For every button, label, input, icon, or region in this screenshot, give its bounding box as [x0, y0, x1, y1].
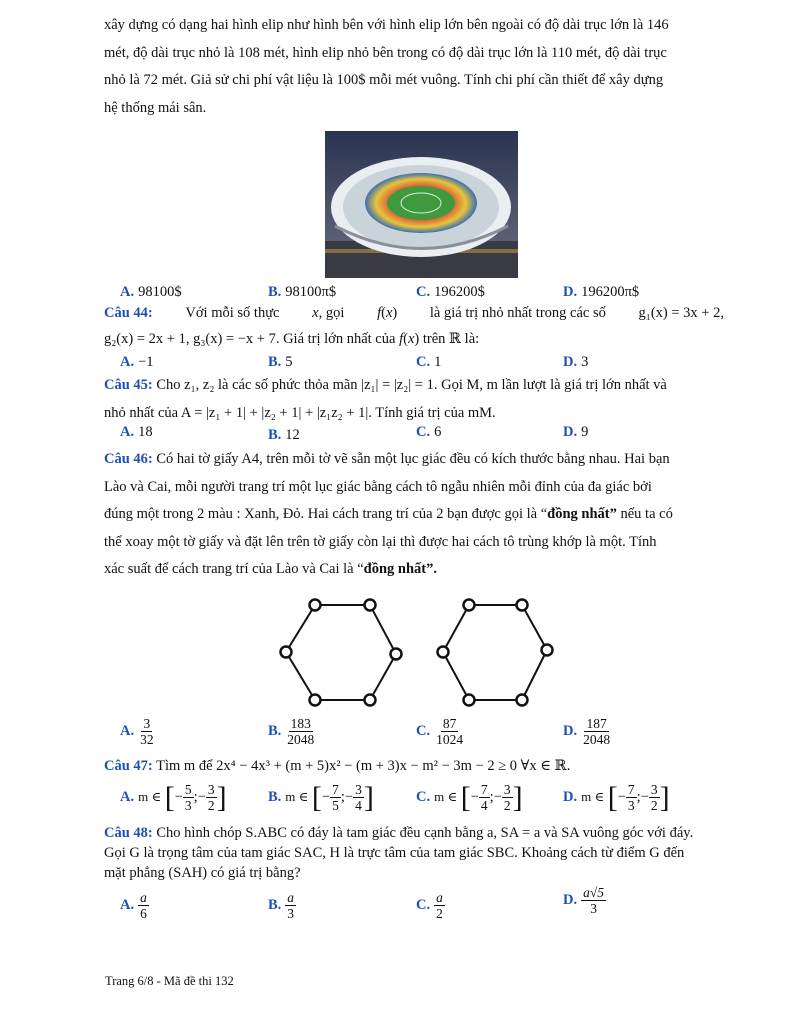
- q48-option-c[interactable]: C. $\frac{a}{2}$: [416, 890, 443, 921]
- hexagon-left: [286, 605, 396, 700]
- q45-option-c[interactable]: C. 6: [416, 424, 442, 440]
- vertex-icon: [391, 649, 402, 660]
- q44-option-a[interactable]: A. −1: [120, 354, 154, 370]
- vertex-icon: [310, 695, 321, 706]
- intro-line-2: mét, độ dài trục nhỏ là 108 mét, hình elip nhỏ bên trong có độ dài trục lớn là 110 mét, độ dài trục: [104, 44, 667, 61]
- hexagon-right: [443, 605, 547, 700]
- q44-line-1: Câu 44: Với mỗi số thực x, gọi f(x) là giá trị nhỏ nhất trong các số g₁(x) = 3x + 2,: [104, 305, 724, 321]
- q47-text: Câu 47: Tìm m để 2x⁴ − 4x³ + (m + 5)x² − (m + 3)x − m² − 3m − 2 ≥ 0 ∀x ∈ ℝ.: [104, 758, 571, 774]
- page-footer: Trang 6/8 - Mã đề thi 132: [105, 974, 234, 988]
- hexagons-figure: [270, 592, 570, 712]
- q44-option-d[interactable]: D. 3: [563, 354, 589, 370]
- q43-option-d[interactable]: D. 196200π$: [563, 284, 640, 300]
- q43-option-a[interactable]: A. 98100$: [120, 284, 182, 300]
- vertex-icon: [542, 645, 553, 656]
- q48-text: Câu 48: Cho hình chóp S.ABC có đáy là tam giác đều cạnh bằng a, SA = a và SA vuông góc với đáy. Gọi G là trọng tâm của tam giác SAC, H là trực tâm của tam giác SBC. Khoảng cách từ điểm G đến mặt phẳng (SAH) có giá trị bằng?: [104, 825, 694, 881]
- q45-option-d[interactable]: D. 9: [563, 424, 589, 440]
- q44-option-c[interactable]: C. 1: [416, 354, 442, 370]
- stadium-image: [325, 131, 518, 278]
- q47-option-b[interactable]: B. m ∈ [ − $\frac{7}{5}$ ;− $\frac{3}{4}$ ]: [268, 780, 374, 814]
- q43-option-c[interactable]: C. 196200$: [416, 284, 485, 300]
- q47-option-a[interactable]: A. m ∈ [ − $\frac{5}{3}$ ;− $\frac{3}{2}$ ]: [120, 780, 227, 814]
- intro-line-3: nhỏ là 72 mét. Giả sử chi phí vật liệu là 100$ mỗi mét vuông. Tính chi phí cần thiết để xây dựng: [104, 72, 664, 88]
- vertex-icon: [365, 600, 376, 611]
- intro-line-1: xây dựng có dạng hai hình elip như hình bên với hình elip lớn bên ngoài có độ dài trục lớn là 146: [104, 17, 669, 33]
- vertex-icon: [281, 647, 292, 658]
- intro-line-4: hệ thống mái sân.: [104, 99, 207, 116]
- q43-option-b[interactable]: B. 98100π$: [268, 284, 337, 300]
- vertex-icon: [310, 600, 321, 611]
- q46-option-a[interactable]: A. $\frac{3}{32}$: [120, 716, 154, 747]
- vertex-icon: [365, 695, 376, 706]
- q44-line-2: g₂(x) = 2x + 1, g₃(x) = −x + 7. Giá trị lớn nhất của f(x) trên ℝ là:: [104, 331, 480, 347]
- q46-option-b[interactable]: B. $\frac{183}{2048}$: [268, 716, 315, 747]
- q46-option-d[interactable]: D. $\frac{187}{2048}$: [563, 716, 611, 747]
- vertex-icon: [438, 647, 449, 658]
- q48-option-d[interactable]: D. $\frac{a√5}{3}$: [563, 885, 605, 916]
- q45-text: Câu 45: Cho z₁, z₂ là các số phức thỏa mãn |z₁| = |z₂| = 1. Gọi M, m lần lượt là giá trị lớn nhất và nhỏ nhất của A = |z₁ + 1| + |z₂ + 1| + |z₁z₂ + 1|. Tính giá trị của mM.: [104, 377, 667, 421]
- q46-text: Câu 46: Có hai tờ giấy A4, trên mỗi tờ vẽ sẵn một lục giác đều có kích thước bằng nhau. Hai bạn Lào và Cai, mỗi người trang trí một lục giác bằng cách tô ngẫu nhiên mỗi đỉnh của đa giác bởi đúng một trong 2 màu : Xanh, Đỏ. Hai cách trang trí của 2 bạn được gọi là “đồng nhất” nếu ta có thể xoay một tờ giấy và đặt lên trên tờ giấy còn lại thì được hai cách tô trùng khớp là một. Tính xác suất để cách trang trí của Lào và Cai là “đồng nhất”.: [104, 451, 673, 577]
- vertex-icon: [517, 695, 528, 706]
- q47-option-d[interactable]: D. m ∈ [ − $\frac{7}{3}$ ;− $\frac{3}{2}$ ]: [563, 780, 670, 814]
- q46-option-c[interactable]: C. $\frac{87}{1024}$: [416, 716, 464, 747]
- q47-option-c[interactable]: C. m ∈ [ − $\frac{7}{4}$ ;− $\frac{3}{2}$ ]: [416, 780, 523, 814]
- q44-option-b[interactable]: B. 5: [268, 354, 293, 370]
- vertex-icon: [464, 600, 475, 611]
- q45-option-a[interactable]: A. 18: [120, 424, 153, 440]
- intro-paragraph: [104, 12, 724, 122]
- q48-option-b[interactable]: B. $\frac{a}{3}$: [268, 890, 295, 921]
- vertex-icon: [464, 695, 475, 706]
- q48-option-a[interactable]: A. $\frac{a}{6}$: [120, 890, 147, 921]
- vertex-icon: [517, 600, 528, 611]
- q45-option-b[interactable]: B. 12: [268, 427, 300, 443]
